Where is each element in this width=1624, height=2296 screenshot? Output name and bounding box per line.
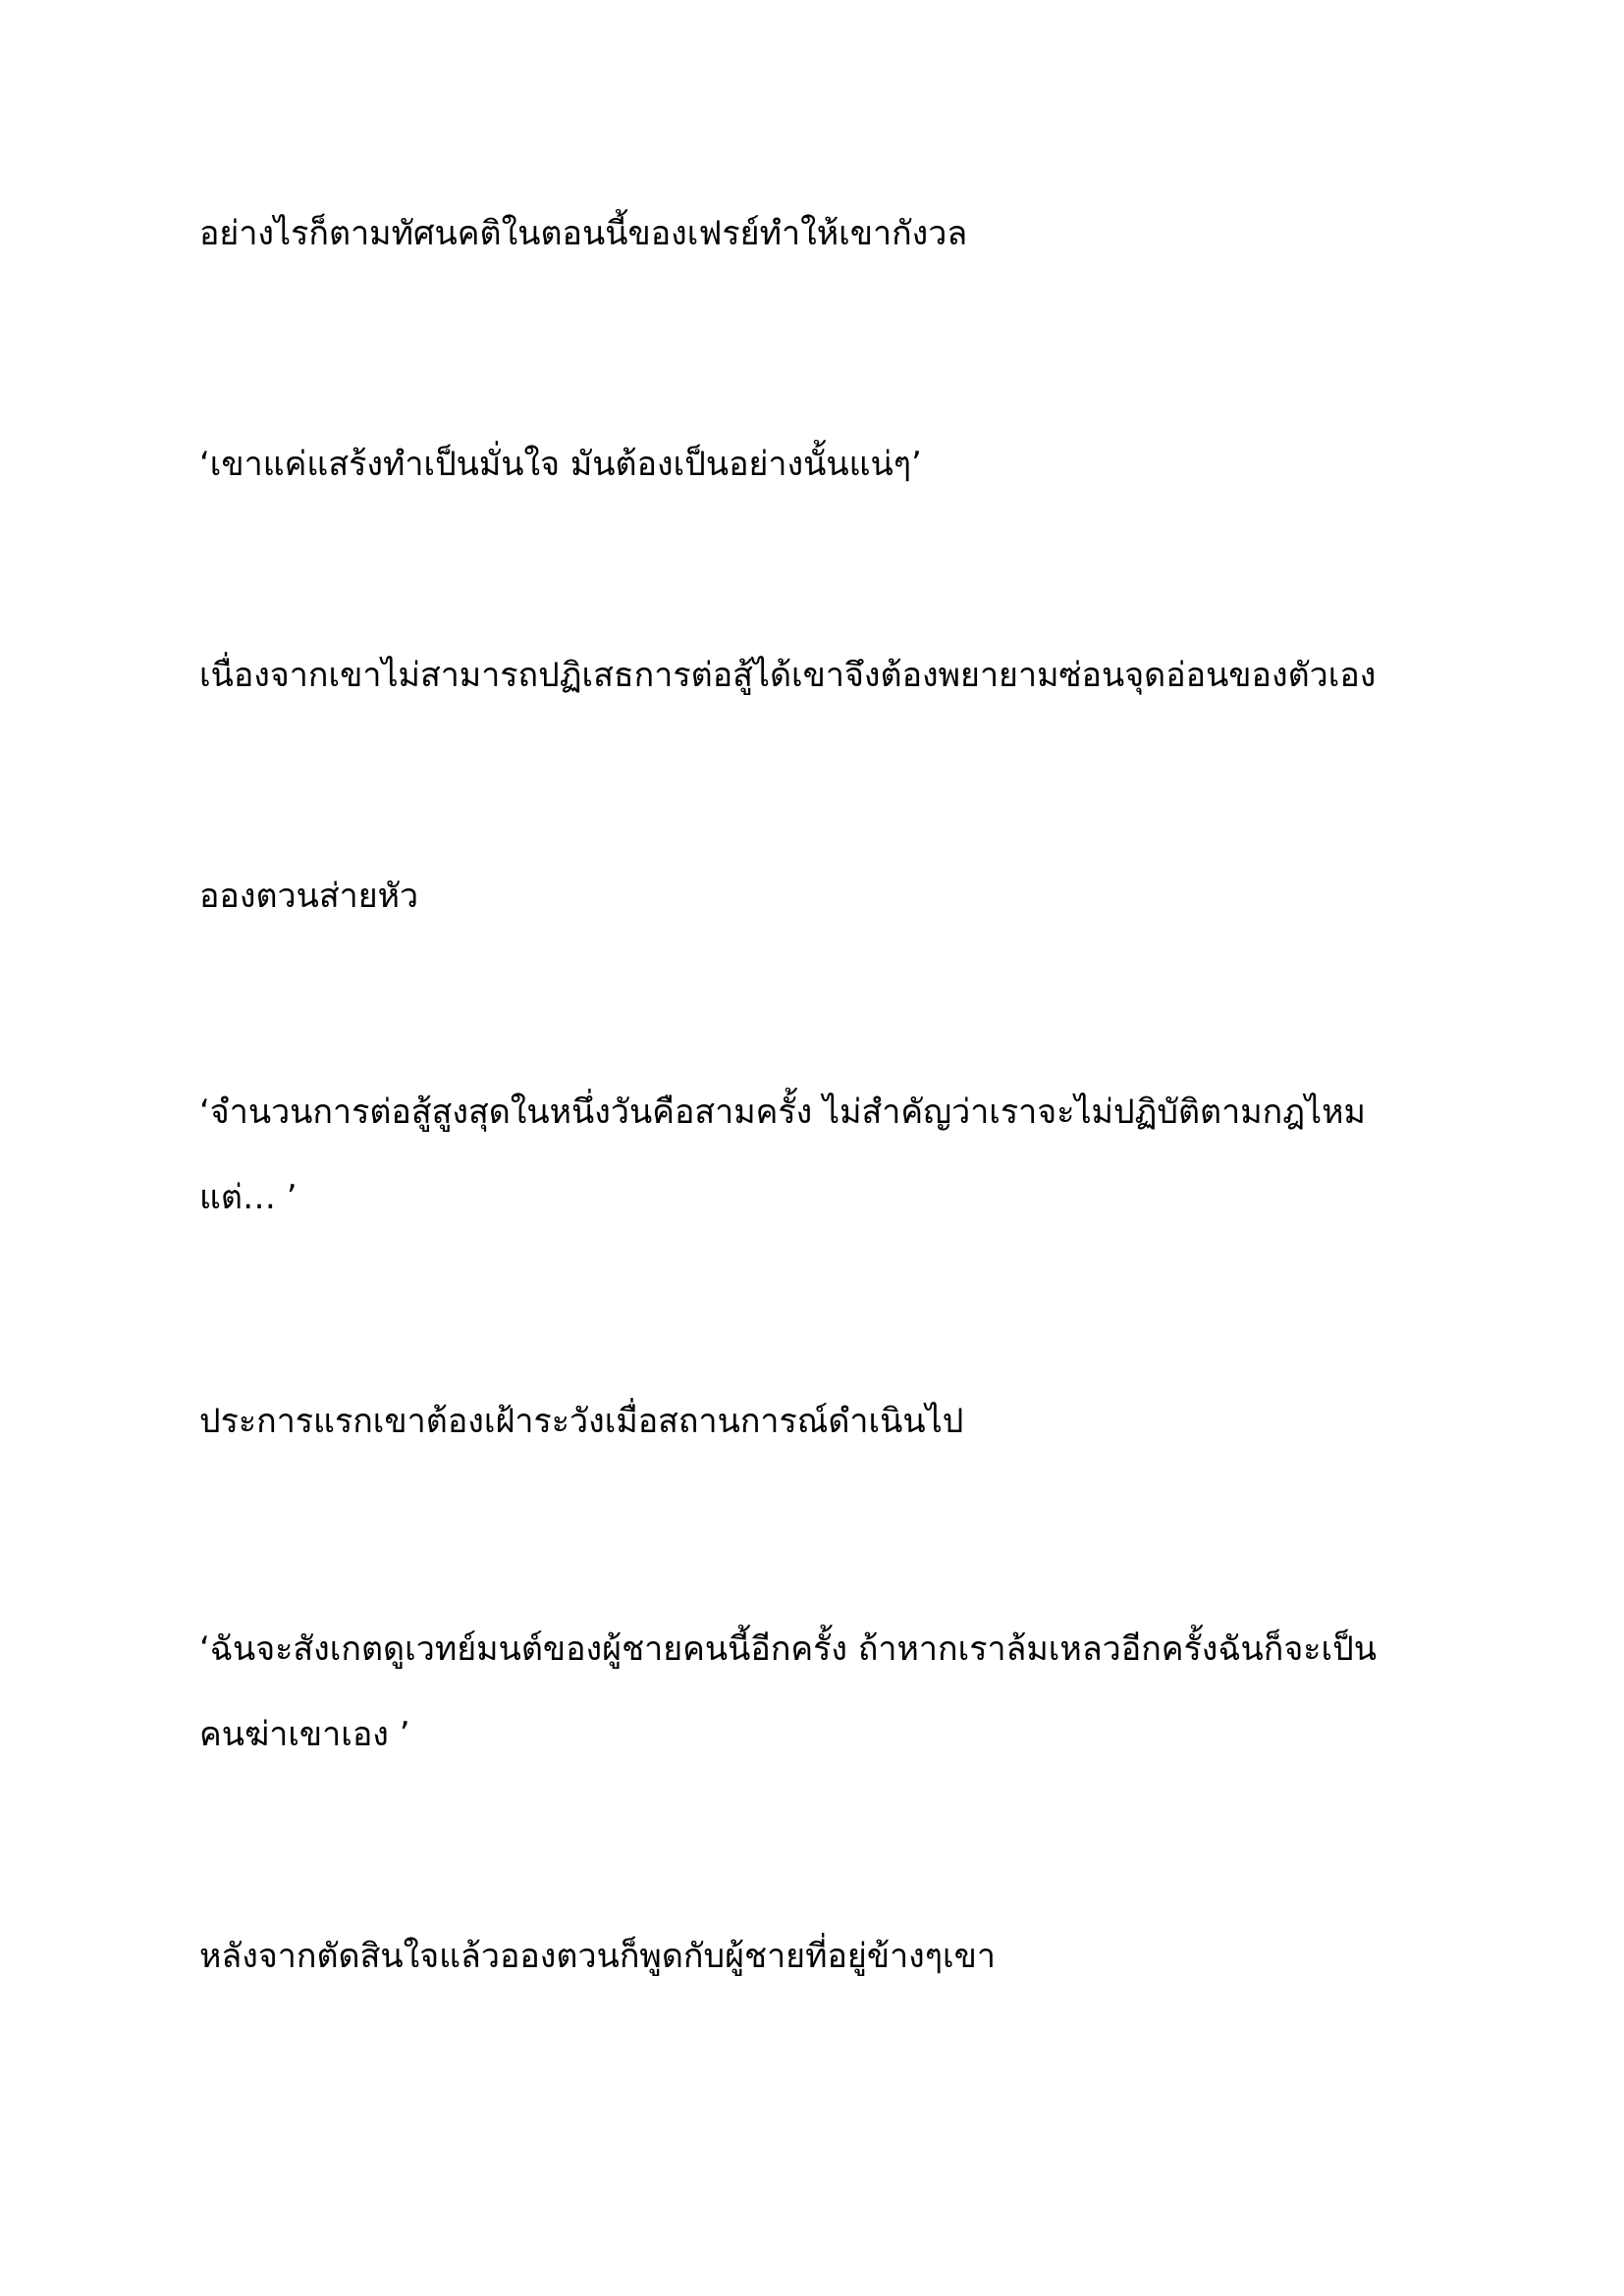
paragraph-7 [199,1607,1436,1778]
paragraph-2 [199,422,1436,507]
paragraph-4 [199,854,1436,939]
paragraph-3 [199,633,1436,719]
paragraph-line: หลังจากตัดสินใจแล้วอองตวนก็พูดกับผู้ชายที่อยู่ข้างๆเขา [199,1937,996,1976]
paragraph-line: ‘จำนวนการต่อสู้สูงสุดในหนึ่งวันคือสามครั้ง ไม่สำคัญว่าเราจะไม่ปฏิบัติตามกฎไหม [199,1093,1366,1132]
paragraph-6 [199,1379,1436,1465]
paragraph-line: แต่… ’ [199,1178,298,1217]
paragraph-5 [199,1070,1436,1241]
paragraph-line: ประการแรกเขาต้องเฝ้าระวังเมื่อสถานการณ์ดำเนินไป [199,1402,964,1441]
paragraph-line: ‘เขาแค่แสร้งทำเป็นมั่นใจ มันต้องเป็นอย่างนั้นแน่ๆ’ [199,445,922,484]
paragraph-line: อย่างไรก็ตามทัศนคติในตอนนี้ของเฟรย์ทำให้เขากังวล [199,214,968,253]
paragraph-line: คนฆ่าเขาเอง ’ [199,1715,410,1754]
paragraph-line: เนื่องจากเขาไม่สามารถปฏิเสธการต่อสู้ได้เขาจึงต้องพยายามซ่อนจุดอ่อนของตัวเอง [199,656,1377,695]
paragraph-line: ‘ฉันจะสังเกตดูเวทย์มนต์ของผู้ชายคนนี้อีกครั้ง ถ้าหากเราล้มเหลวอีกครั้งฉันก็จะเป็น [199,1629,1377,1669]
paragraph-line: อองตวนส่ายหัว [199,877,419,916]
paragraph-1 [199,191,1436,277]
paragraph-8 [199,1914,1436,2000]
